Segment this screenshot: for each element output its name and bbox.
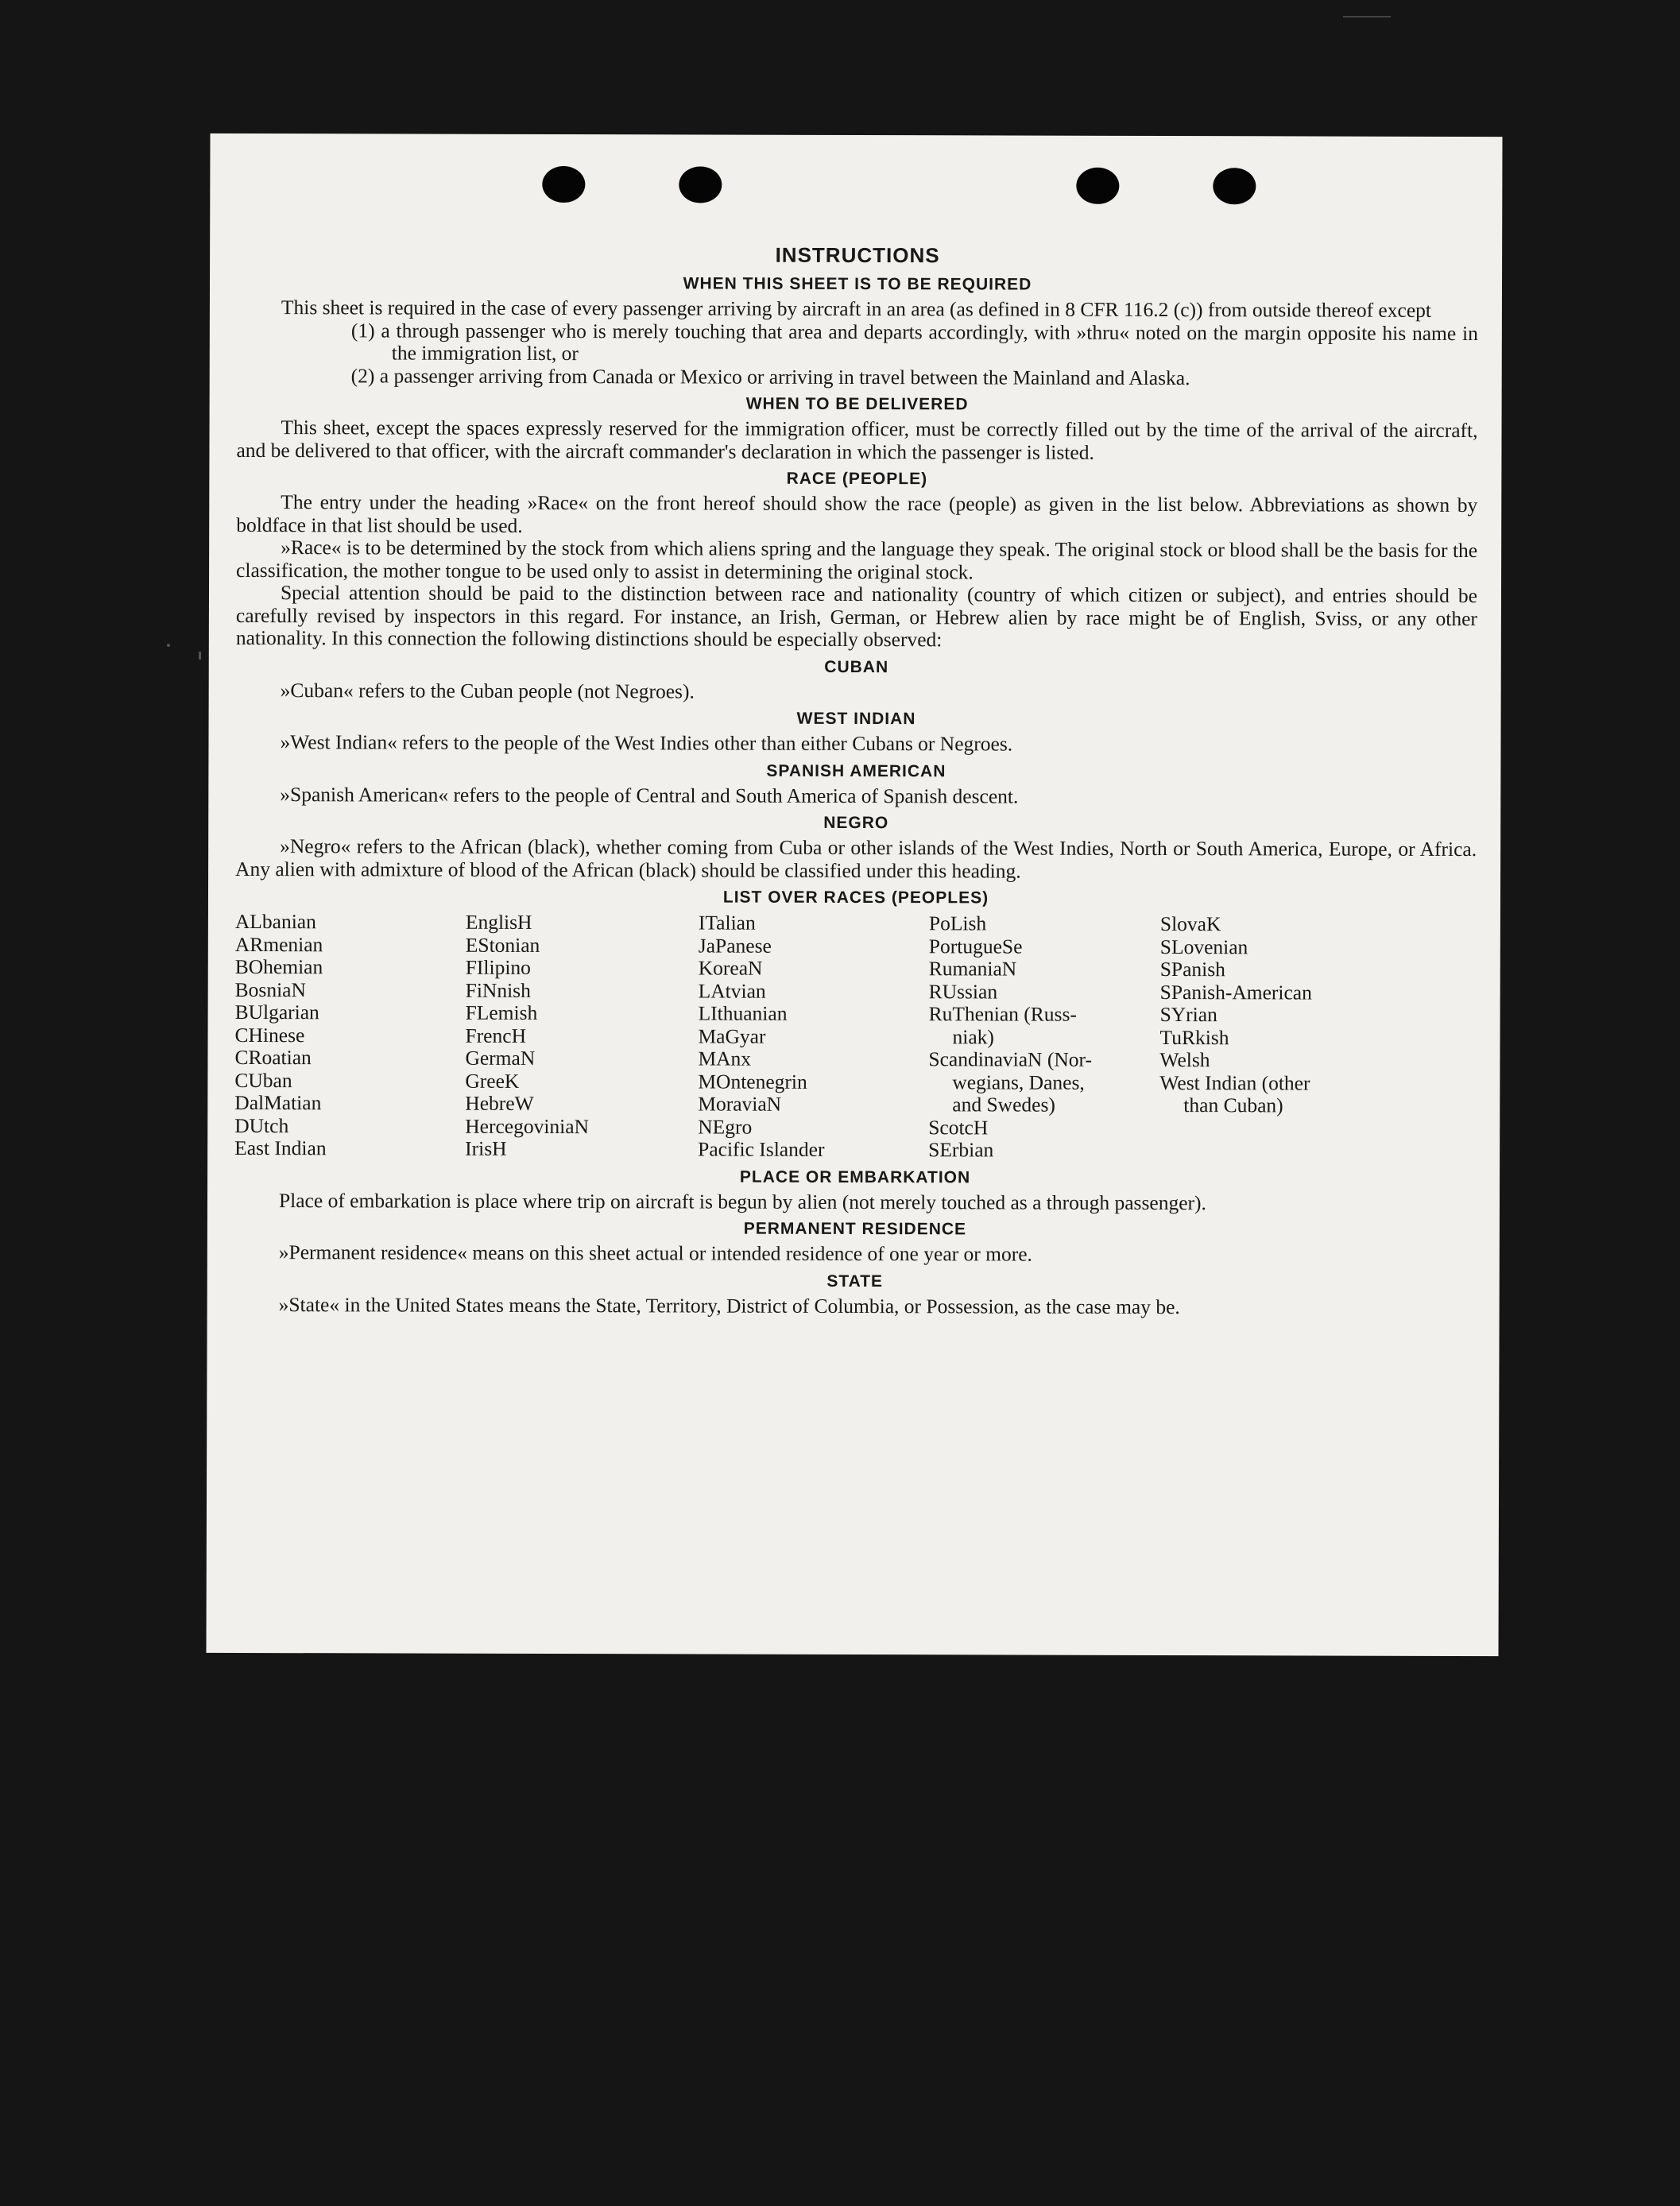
section-heading: WHEN TO BE DELIVERED [745, 394, 969, 414]
race-entry: FiNnish [465, 978, 531, 1002]
race-entry: BosniaN [234, 977, 306, 1001]
race-entry: DUtch [234, 1113, 289, 1137]
race-entry: PoLish [928, 911, 987, 935]
section-heading: NEGRO [823, 813, 889, 833]
races-column [465, 911, 699, 1161]
race-entry: and Swedes) [952, 1093, 1055, 1117]
scan-artifact [1343, 16, 1391, 17]
races-column [234, 911, 466, 1160]
section-heading: SPANISH AMERICAN [766, 761, 946, 780]
punch-hole-icon [542, 166, 585, 203]
races-column [698, 911, 929, 1161]
race-entry: SYrian [1159, 1003, 1217, 1027]
race-entry: NEgro [698, 1114, 753, 1139]
race-entry: CUban [234, 1068, 292, 1092]
race-entry: HercegoviniaN [465, 1114, 590, 1138]
scan-artifact [199, 652, 201, 660]
section-paragraph: This sheet is required in the case of every passenger arriving by aircraft in an area (as defined in 8 CFR 116.2 (c)) from outside thereof except [281, 296, 1432, 322]
section-paragraph: »State« in the United States means the State, Territory, District of Columbia, or Possession, as the case may be. [278, 1292, 1180, 1318]
race-entry: MaGyar [698, 1024, 766, 1048]
race-entry: KoreaN [698, 956, 763, 980]
section-paragraph: Place of embarkation is place where trip on aircraft is begun by alien (not merely touched as a through passenger). [278, 1188, 1206, 1214]
section-heading: STATE [826, 1271, 884, 1291]
race-entry: PortugueSe [928, 934, 1023, 958]
race-entry: RuThenian (Russ- [928, 1002, 1077, 1026]
exception-item: (1) a through passenger who is merely touching that area and departs accordingly, with »thru« noted on the margin opposite his name in the immigration list, or [350, 318, 1478, 366]
scan-artifact [167, 644, 170, 647]
race-entry: SlovaK [1159, 912, 1221, 936]
race-entry: West Indian (other [1159, 1070, 1310, 1095]
race-entry: GermaN [465, 1046, 536, 1070]
punch-hole-icon [679, 166, 722, 203]
race-entry: DalMatian [234, 1090, 322, 1115]
race-entry: ScotcH [928, 1115, 989, 1139]
punch-hole-icon [1213, 168, 1256, 204]
race-entry: ARmenian [234, 932, 323, 956]
race-entry: SPanish [1159, 958, 1225, 981]
section-paragraph: The entry under the heading »Race« on the front hereof should show the race (people) as given in the list below. Abbreviations as shown by boldface in that list should be used. [236, 490, 1478, 537]
punch-hole-icon [1076, 168, 1119, 204]
races-column [1159, 913, 1399, 1163]
race-entry: ScandinaviaN (Nor- [928, 1047, 1093, 1071]
race-entry: TuRkish [1159, 1025, 1229, 1049]
race-entry: Welsh [1159, 1048, 1210, 1072]
race-entry: RumaniaN [928, 957, 1017, 981]
races-column [928, 912, 1160, 1162]
race-entry: EStonian [465, 933, 540, 957]
document-page [207, 134, 1503, 1656]
race-entry: East Indian [234, 1136, 327, 1160]
section-paragraph: »West Indian« refers to the people of the West Indies other than either Cubans or Negroes. [280, 730, 1013, 756]
race-entry: SLovenian [1159, 935, 1248, 958]
races-list [234, 911, 1477, 1163]
section-heading: PERMANENT RESIDENCE [743, 1219, 967, 1239]
race-entry: MAnx [698, 1047, 752, 1070]
race-entry: LAtvian [698, 978, 766, 1003]
races-heading: LIST OVER RACES (PEOPLES) [722, 888, 989, 908]
race-entry: than Cuban) [1183, 1093, 1283, 1117]
race-entry: GreeK [465, 1069, 520, 1093]
race-entry: MOntenegrin [698, 1069, 807, 1093]
section-paragraph: »Race« is to be determined by the stock from which aliens spring and the language they speak. The original stock or blood shall be the basis for the classification, the mother tongue to be used only to assist in determining the original stock. [236, 536, 1478, 583]
race-entry: RUssian [928, 979, 998, 1003]
race-entry: niak) [952, 1024, 994, 1048]
section-paragraph: Special attention should be paid to the distinction between race and nationality (country of which citizen or subject), and entries should be carefully revised by inspectors in this regard. For instance, an Irish, German, or Hebrew alien by race might be of English, Sviss, or any other nationality. In this connection the following distinctions should be especially observed: [235, 581, 1478, 652]
race-entry: JaPanese [698, 933, 772, 958]
race-entry: FIlipino [465, 955, 531, 979]
race-entry: MoraviaN [698, 1092, 782, 1116]
section-paragraph: »Permanent residence« means on this sheet actual or intended residence of one year or more. [278, 1240, 1032, 1266]
section-heading: CUBAN [824, 657, 889, 676]
page-title: INSTRUCTIONS [775, 242, 940, 268]
race-entry: ITalian [698, 911, 756, 935]
race-entry: FLemish [465, 1000, 538, 1024]
section-paragraph: This sheet, except the spaces expressly reserved for the immigration officer, must be correctly filled out by the time of the arrival of the aircraft, and be delivered to that officer, with the aircraft commander's declaration in which the passenger is listed. [236, 416, 1478, 464]
race-entry: CRoatian [234, 1045, 312, 1070]
race-entry: SErbian [928, 1138, 994, 1162]
instruction-sections [235, 272, 1478, 884]
race-entry: CHinese [234, 1023, 305, 1047]
section-heading: WHEN THIS SHEET IS TO BE REQUIRED [683, 274, 1032, 294]
section-paragraph: »Negro« refers to the African (black), whether coming from Cuba or other islands of the West Indies, North or South America, Europe, or Africa. Any alien with admixture of blood of the African (black) should be classified under this heading. [235, 834, 1477, 883]
race-entry: BUlgarian [234, 1000, 319, 1024]
section-heading: WEST INDIAN [796, 709, 916, 729]
race-entry: Pacific Islander [698, 1137, 825, 1161]
race-entry: HebreW [465, 1091, 534, 1115]
section-paragraph: »Spanish American« refers to the people of Central and South America of Spanish descent. [280, 782, 1019, 808]
race-entry: BOhemian [234, 954, 323, 979]
race-entry: LIthuanian [698, 1001, 788, 1025]
race-entry: EnglisH [465, 910, 532, 934]
race-entry: wegians, Danes, [952, 1070, 1085, 1094]
section-paragraph: »Cuban« refers to the Cuban people (not Negroes). [280, 678, 695, 702]
instructions-text [234, 240, 1479, 1319]
section-heading: RACE (PEOPLE) [786, 469, 928, 489]
race-entry: FrencH [465, 1024, 527, 1047]
exception-item: (2) a passenger arriving from Canada or Mexico or arriving in travel between the Mainland and Alaska. [350, 363, 1190, 389]
race-entry: ALbanian [234, 909, 316, 934]
section-heading: PLACE OR EMBARKATION [739, 1167, 971, 1186]
race-entry: SPanish-American [1159, 980, 1312, 1004]
race-entry: IrisH [465, 1136, 507, 1160]
closing-sections [234, 1164, 1476, 1319]
